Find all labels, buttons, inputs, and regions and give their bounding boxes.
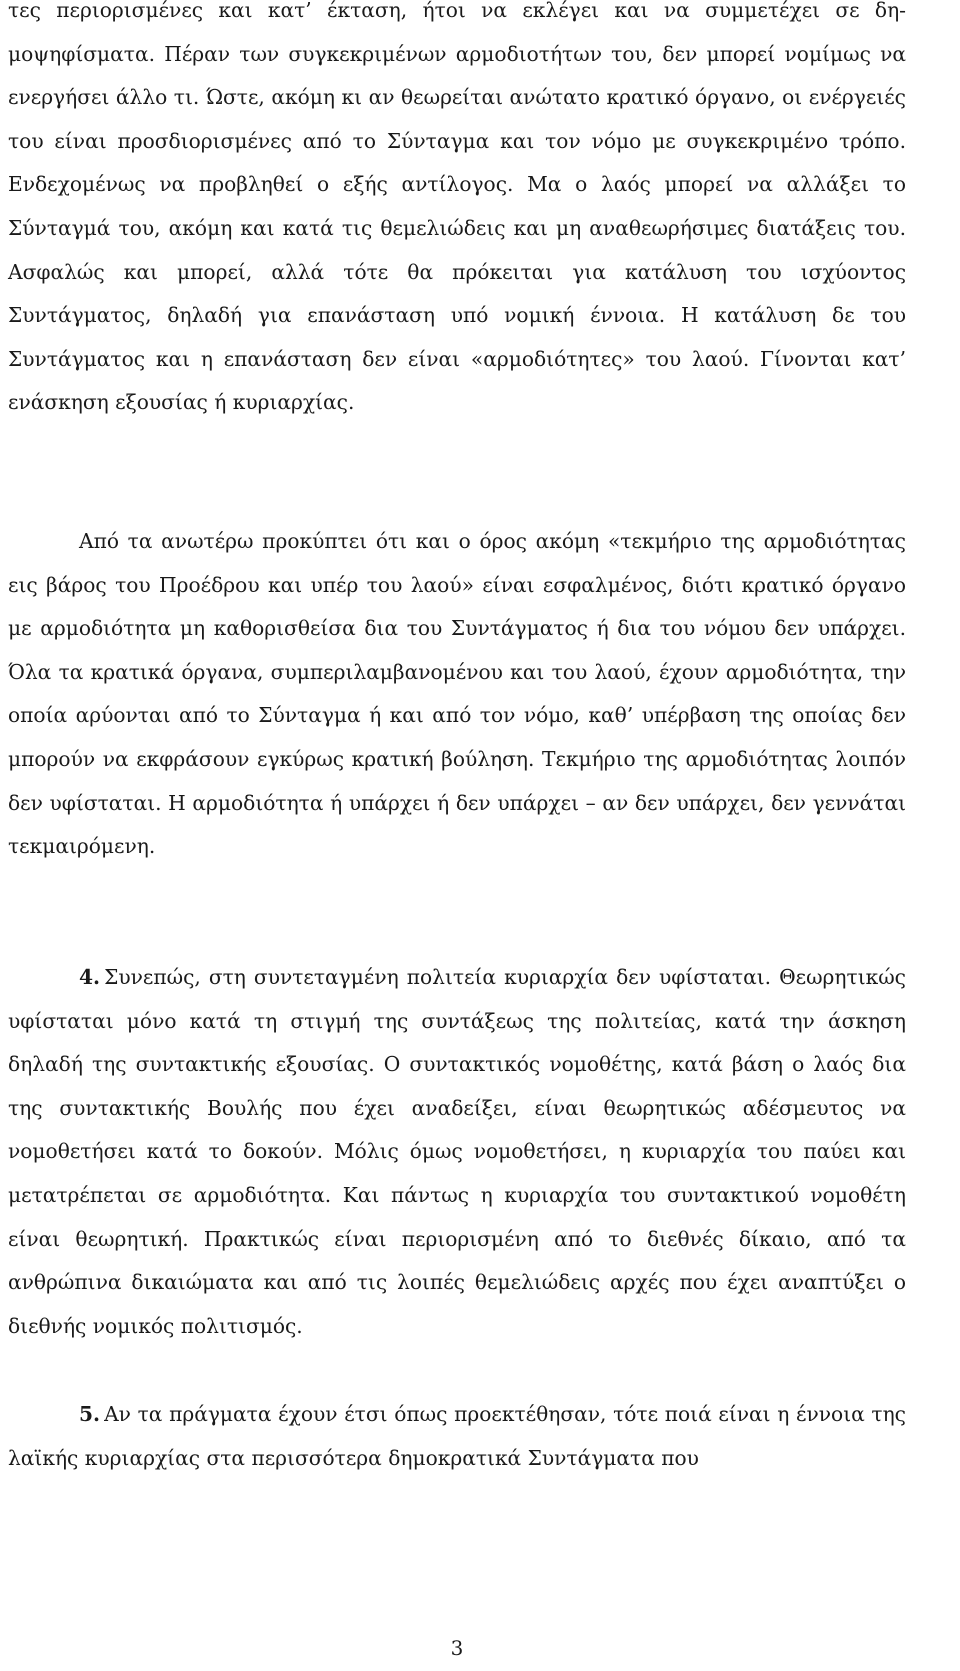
paragraph-number: 5. [79,1402,101,1426]
paragraph-4 [8,956,906,1348]
page-number: 3 [450,1636,464,1660]
paragraph-continued [8,0,906,425]
paragraph-number: 4. [79,965,101,989]
paragraph-text: Συνεπώς, στη συντεταγμένη πολιτεία κυριαρχία δεν υφίσταται. Θεωρητικώς υφίσταται μόνο κατά τη στιγμή της συντάξεως της πολιτείας, κατά την άσκηση δηλαδή της συντακτικής εξουσίας. Ο συντακτικός νομοθέτης, κατά βάση ο λαός δια της συντακτικής Βουλής που έχει αναδείξει, είναι θεωρητικώς αδέσμευτος να νομοθετήσει κατά το δοκούν. Μόλις όμως νομοθετήσει, η κυριαρχία του παύει και μετατρέπεται σε αρμοδιότητα. Και πάντως η κυριαρχία του συντακτικού νομοθέτη είναι θεωρητική. Πρακτικώς είναι περιορισμένη από το διεθνές δίκαιο, από τα ανθρώπινα δικαιώματα και από τις λοιπές θεμελιώδεις αρχές που έχει αναπτύξει ο διεθνής νομικός πολιτισμός. [8,965,906,1338]
paragraph-text: τες περιορισμένες και κατ’ έκταση, ήτοι να εκλέγει και να συμμετέχει σε δημοψηφίσματα. Πέραν των συγκεκριμένων αρμοδιοτήτων του, δεν μπορεί νομίμως να ενεργήσει άλλο τι. Ώστε, ακόμη κι αν θεωρείται ανώτατο κρατικό όργανο, οι ενέργειές του είναι προσδιορισμένες από το Σύνταγμα και τον νόμο με συγκεκριμένο τρόπο. Ενδεχομένως να προβληθεί ο εξής αντίλογος. Μα ο λαός μπορεί να αλλάξει το Σύνταγμά του, ακόμη και κατά τις θεμελιώδεις και μη αναθεωρήσιμες διατάξεις του. Ασφαλώς και μπορεί, αλλά τότε θα πρόκειται για κατάλυση του ισχύοντος Συντάγματος, δηλαδή για επανάσταση υπό νομική έννοια. Η κατάλυση δε του Συντάγματος και η επανάσταση δεν είναι «αρμοδιότητες» του λαού. Γίνονται κατ’ ενάσκηση εξουσίας ή κυριαρχίας. [8,0,906,415]
paragraph-presumption [8,520,906,869]
paragraph-text: Αν τα πράγματα έχουν έτσι όπως προεκτέθησαν, τότε ποιά είναι η έννοια της λαϊκής κυριαρχίας στα περισσότερα δημοκρατικά Συντάγματα που [8,1402,906,1470]
paragraph-text: Από τα ανωτέρω προκύπτει ότι και ο όρος ακόμη «τεκμήριο της αρμοδιότητας εις βάρος του Προέδρου και υπέρ του λαού» είναι εσφαλμένος, διότι κρατικό όργανο με αρμοδιότητα μη καθορισθείσα δια του Συντάγματος ή δια του νόμου δεν υπάρχει. Όλα τα κρατικά όργανα, συμπεριλαμβανομένου και του λαού, έχουν αρμοδιότητα, την οποία αρύονται από το Σύνταγμα ή και από τον νόμο, καθ’ υπέρβαση της οποίας δεν μπορούν να εκφράσουν εγκύρως κρατική βούληση. Τεκμήριο της αρμοδιότητας λοιπόν δεν υφίσταται. Η αρμοδιότητα ή υπάρχει ή δεν υπάρχει – αν δεν υπάρχει, δεν γεννάται τεκμαιρόμενη. [8,529,906,859]
paragraph-5 [8,1393,906,1480]
